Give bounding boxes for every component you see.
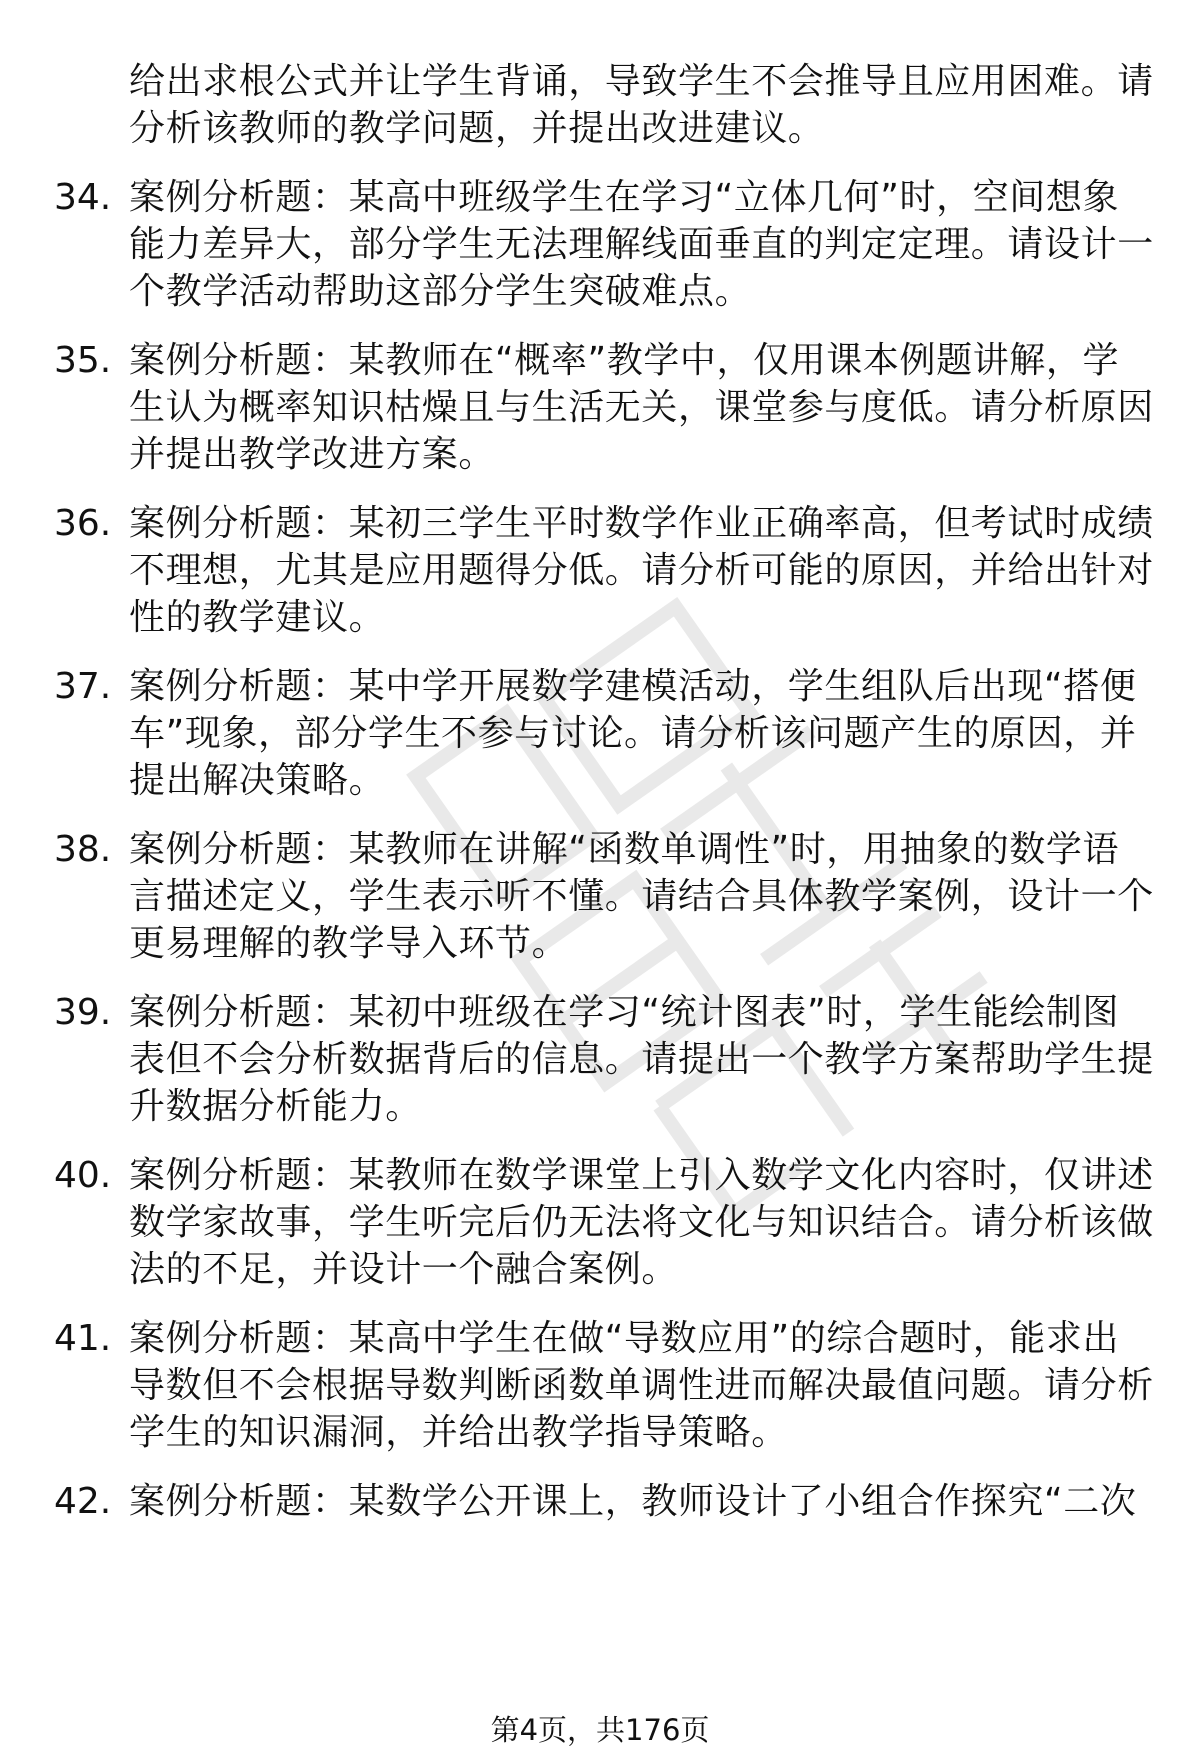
question-number: 39.	[54, 992, 112, 1033]
text-line: 案例分析题：某高中学生在做“导数应用”的综合题时，能求出	[129, 1318, 1120, 1359]
previous-question-continuation	[129, 58, 1154, 152]
text-line: 能力差异大，部分学生无法理解线面垂直的判定定理。请设计一	[129, 224, 1154, 265]
text-line: 更易理解的教学导入环节。	[129, 923, 569, 964]
text-line: 给出求根公式并让学生背诵，导致学生不会推导且应用困难。请	[129, 61, 1154, 102]
text-line: 并提出教学改进方案。	[129, 434, 496, 475]
text-line: 提出解决策略。	[129, 760, 386, 801]
question-text	[129, 1315, 1154, 1456]
text-line: 升数据分析能力。	[129, 1086, 422, 1127]
page-footer: 第4页，共176页	[490, 1713, 710, 1747]
question-number: 37.	[54, 666, 112, 707]
text-line: 学生的知识漏洞，并给出教学指导策略。	[129, 1412, 788, 1453]
text-line: 案例分析题：某教师在“概率”教学中，仅用课本例题讲解，学	[129, 340, 1120, 381]
text-line: 导数但不会根据导数判断函数单调性进而解决最值问题。请分析	[129, 1365, 1154, 1406]
text-line: 案例分析题：某教师在数学课堂上引入数学文化内容时，仅讲述	[129, 1155, 1154, 1196]
question-number: 38.	[54, 829, 112, 870]
text-line: 性的教学建议。	[129, 597, 386, 638]
text-line: 案例分析题：某初三学生平时数学作业正确率高，但考试时成绩	[129, 503, 1154, 544]
question-text	[129, 989, 1154, 1130]
question-number: 40.	[54, 1155, 112, 1196]
question-number: 34.	[54, 177, 112, 218]
text-line: 案例分析题：某中学开展数学建模活动，学生组队后出现“搭便	[129, 666, 1137, 707]
text-line: 表但不会分析数据背后的信息。请提出一个教学方案帮助学生提	[129, 1039, 1154, 1080]
text-line: 个教学活动帮助这部分学生突破难点。	[129, 271, 752, 312]
text-line: 言描述定义，学生表示听不懂。请结合具体教学案例，设计一个	[129, 876, 1154, 917]
question-text	[129, 174, 1154, 315]
text-line: 案例分析题：某高中班级学生在学习“立体几何”时，空间想象	[129, 177, 1120, 218]
text-line: 法的不足，并设计一个融合案例。	[129, 1249, 679, 1290]
question-text	[129, 1478, 1139, 1525]
question-number: 35.	[54, 340, 112, 381]
text-line: 车”现象，部分学生不参与讨论。请分析该问题产生的原因，并	[129, 713, 1137, 754]
question-text	[129, 1152, 1154, 1293]
text-line: 分析该教师的教学问题，并提出改进建议。	[129, 108, 825, 149]
question-number: 42.	[54, 1481, 112, 1522]
text-line: 案例分析题：某教师在讲解“函数单调性”时，用抽象的数学语	[129, 829, 1120, 870]
text-line: 数学家故事，学生听完后仍无法将文化与知识结合。请分析该做	[129, 1202, 1154, 1243]
text-line: 生认为概率知识枯燥且与生活无关，课堂参与度低。请分析原因	[129, 387, 1154, 428]
question-text	[129, 500, 1154, 641]
text-line: 不理想，尤其是应用题得分低。请分析可能的原因，并给出针对	[129, 550, 1154, 591]
question-number: 41.	[54, 1318, 112, 1359]
question-text	[129, 826, 1154, 967]
question-text	[129, 663, 1139, 804]
question-number: 36.	[54, 503, 112, 544]
text-line: 案例分析题：某数学公开课上，教师设计了小组合作探究“二次	[129, 1481, 1137, 1522]
question-text	[129, 337, 1154, 478]
text-line: 案例分析题：某初中班级在学习“统计图表”时，学生能绘制图	[129, 992, 1120, 1033]
